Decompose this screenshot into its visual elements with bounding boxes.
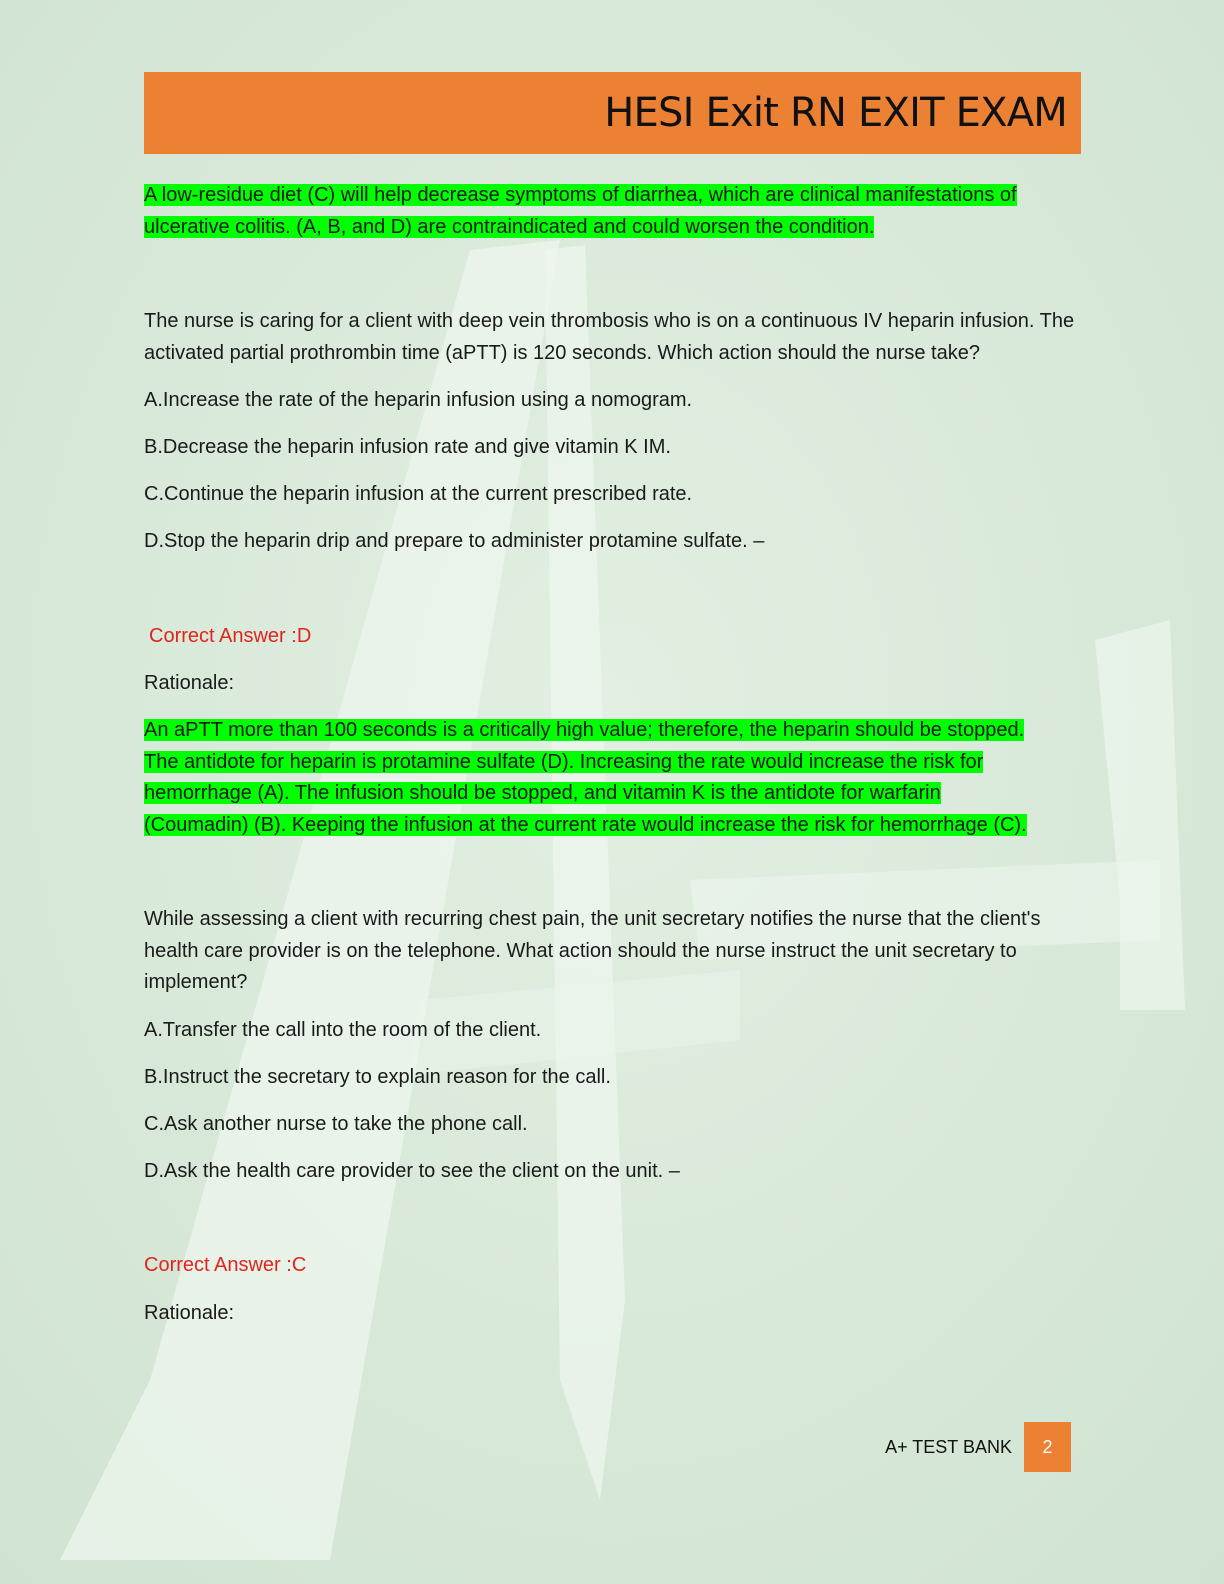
rationale-text xyxy=(144,715,1081,841)
option-d: D.Ask the health care provider to see the client on the unit. – xyxy=(144,1159,680,1182)
footer-label: A+ TEST BANK xyxy=(885,1437,1012,1457)
option-b: B.Decrease the heparin infusion rate and give vitamin K IM. xyxy=(144,436,671,458)
option-a: A.Increase the rate of the heparin infusion using a nomogram. xyxy=(144,389,693,411)
previous-rationale xyxy=(144,180,1081,243)
page-title: HESI Exit RN EXIT EXAM xyxy=(604,90,1067,136)
page-number: 2 xyxy=(1024,1422,1071,1472)
option-b: B.Instruct the secretary to explain reason for the call. xyxy=(144,1065,611,1088)
option-a: A.Transfer the call into the room of the client. xyxy=(144,1018,542,1041)
rationale-label: Rationale: xyxy=(144,1301,235,1324)
question-stem: The nurse is caring for a client with deep vein thrombosis who is on a continuous IV heparin infusion. The activated partial prothrombin time (aPTT) is 120 seconds. Which action should the nurse take? xyxy=(144,310,1075,364)
correct-answer: Correct Answer :C xyxy=(144,1254,307,1276)
option-c: C.Continue the heparin infusion at the current prescribed rate. xyxy=(144,483,693,505)
rationale-label: Rationale: xyxy=(144,672,235,694)
correct-answer: Correct Answer :D xyxy=(149,624,312,647)
question-stem: While assessing a client with recurring chest pain, the unit secretary notifies the nurse that the client's health care provider is on the telephone. What action should the nurse instruct the unit secretary to implement? xyxy=(144,908,1041,993)
option-d: D.Stop the heparin drip and prepare to administer protamine sulfate. – xyxy=(144,530,765,552)
highlighted-text: A low-residue diet (C) will help decrease symptoms of diarrhea, which are clinical manifestations of ulcerative colitis. (A, B, and D) are contraindicated and could worsen the condition. xyxy=(144,184,1017,238)
header-bar xyxy=(144,72,1081,154)
highlighted-text: An aPTT more than 100 seconds is a critically high value; therefore, the heparin should be stopped. The antidote for heparin is protamine sulfate (D). Increasing the rate would increase the risk for hemorrhage (A). The infusion should be stopped, and vitamin K is the antidote for warfarin (Coumadin) (B). Keeping the infusion at the current rate would increase the risk for hemorrhage (C). xyxy=(144,719,1027,836)
option-c: C.Ask another nurse to take the phone call. xyxy=(144,1112,528,1135)
content-body xyxy=(144,180,1081,1345)
